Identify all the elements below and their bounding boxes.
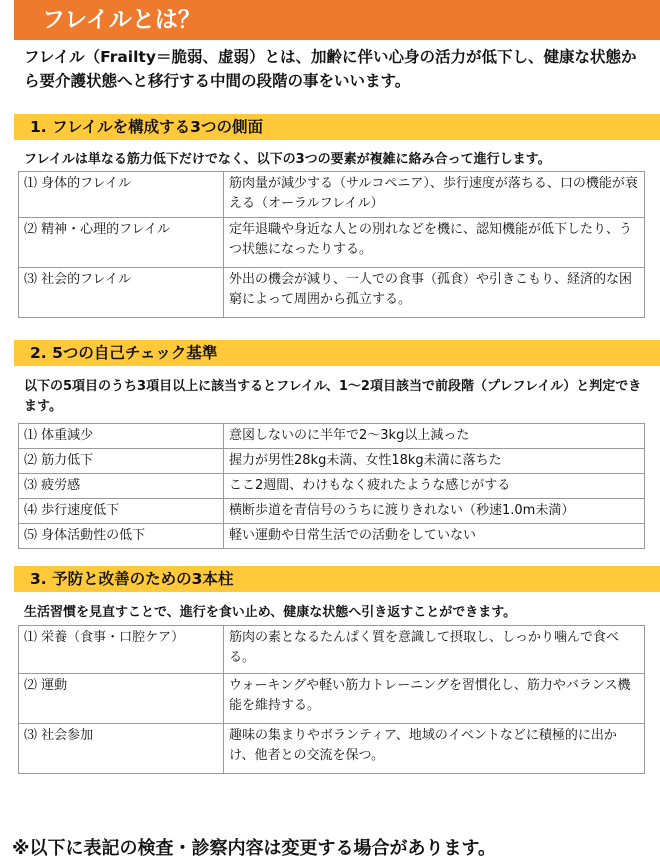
table-row <box>19 424 645 449</box>
section-1-heading: 1. フレイルを構成する3つの側面 <box>14 114 660 140</box>
row-label: ⑴ 身体的フレイル <box>19 172 224 218</box>
row-text: 筋肉量が減少する（サルコペニア）、歩行速度が落ちる、口の機能が衰える（オーラルフレイル） <box>224 172 645 218</box>
section-3-heading: 3. 予防と改善のための3本柱 <box>14 566 660 592</box>
row-label: ⑶ 社会的フレイル <box>19 268 224 318</box>
section-2-table <box>18 423 645 549</box>
section-1-table <box>18 171 645 318</box>
table-row <box>19 724 645 774</box>
footer-note: ※以下に表記の検査・診察内容は変更する場合があります。 <box>12 838 497 859</box>
row-text: ここ2週間、わけもなく疲れたような感じがする <box>224 474 645 499</box>
table-row <box>19 626 645 674</box>
row-text: 横断歩道を青信号のうちに渡りきれない（秒速1.0m未満） <box>224 499 645 524</box>
row-label: ⑷ 歩行速度低下 <box>19 499 224 524</box>
row-text: 筋肉の素となるたんぱく質を意識して摂取し、しっかり噛んで食べる。 <box>224 626 645 674</box>
table-row <box>19 524 645 549</box>
section-2-lead: 以下の5項目のうち3項目以上に該当するとフレイル、1～2項目該当で前段階（プレフレイル）と判定できます。 <box>24 379 642 414</box>
row-text: 意図しないのに半年で2～3kg以上減った <box>224 424 645 449</box>
row-label: ⑵ 精神・心理的フレイル <box>19 218 224 268</box>
row-label: ⑵ 運動 <box>19 674 224 724</box>
table-row <box>19 674 645 724</box>
row-label: ⑸ 身体活動性の低下 <box>19 524 224 549</box>
table-row <box>19 268 645 318</box>
section-3-lead: 生活習慣を見直すことで、進行を食い止め、健康な状態へ引き返すことができます。 <box>24 605 517 620</box>
table-row <box>19 172 645 218</box>
row-label: ⑵ 筋力低下 <box>19 449 224 474</box>
row-label: ⑴ 栄養（食事・口腔ケア） <box>19 626 224 674</box>
section-2-heading: 2. 5つの自己チェック基準 <box>14 340 660 366</box>
row-text: 外出の機会が減り、一人での食事（孤食）や引きこもり、経済的な困窮によって周囲から孤立する。 <box>224 268 645 318</box>
intro-text: フレイル（Frailty＝脆弱、虚弱）とは、加齢に伴い心身の活力が低下し、健康な状態から要介護状態へと移行する中間の段階の事をいいます。 <box>24 48 637 90</box>
table-row <box>19 499 645 524</box>
table-row <box>19 218 645 268</box>
section-1-lead: フレイルは単なる筋力低下だけでなく、以下の3つの要素が複雑に絡み合って進行します。 <box>24 152 551 167</box>
row-label: ⑶ 疲労感 <box>19 474 224 499</box>
row-text: 軽い運動や日常生活での活動をしていない <box>224 524 645 549</box>
row-text: ウォーキングや軽い筋力トレーニングを習慣化し、筋力やバランス機能を維持する。 <box>224 674 645 724</box>
row-text: 握力が男性28kg未満、女性18kg未満に落ちた <box>224 449 645 474</box>
row-text: 定年退職や身近な人との別れなどを機に、認知機能が低下したり、うつ状態になったりする。 <box>224 218 645 268</box>
table-row <box>19 474 645 499</box>
row-label: ⑴ 体重減少 <box>19 424 224 449</box>
table-row <box>19 449 645 474</box>
section-3-table <box>18 625 645 774</box>
row-text: 趣味の集まりやボランティア、地域のイベントなどに積極的に出かけ、他者との交流を保つ。 <box>224 724 645 774</box>
row-label: ⑶ 社会参加 <box>19 724 224 774</box>
page-title: フレイルとは？ <box>14 0 660 40</box>
